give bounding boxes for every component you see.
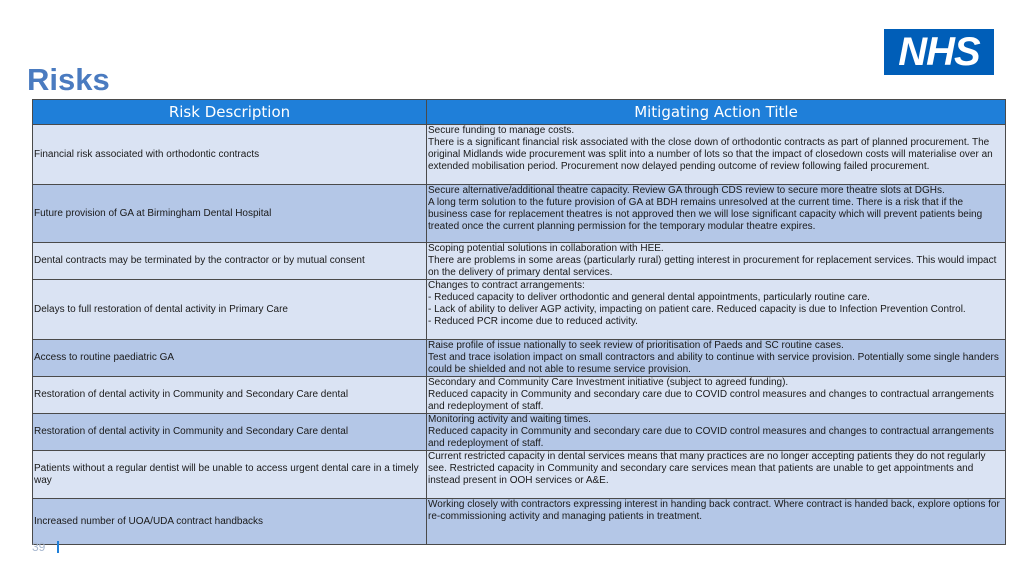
column-header-mitigating-action: Mitigating Action Title [427,100,1006,125]
table-row [33,125,1006,185]
risk-description-cell: Dental contracts may be terminated by the contractor or by mutual consent [33,243,427,280]
mitigation-cell: Current restricted capacity in dental services means that many practices are no longer accepting patients they do not regularly see. Restricted capacity in Community and secondary care services mean that patients are unable to get appointments and instead present in OOH services or A&E. [427,451,1006,499]
table-row [33,340,1006,377]
risk-description-cell: Restoration of dental activity in Community and Secondary Care dental [33,414,427,451]
page-number: 39 [32,540,46,554]
mitigation-cell: Scoping potential solutions in collaboration with HEE. There are problems in some areas (particularly rural) getting interest in procurement for replacement services. This would impact on the delivery of primary dental services. [427,243,1006,280]
risk-description-cell: Future provision of GA at Birmingham Dental Hospital [33,185,427,243]
risk-description-cell: Restoration of dental activity in Community and Secondary Care dental [33,377,427,414]
nhs-logo-text: NHS [898,30,980,74]
table-row [33,243,1006,280]
table-row [33,451,1006,499]
risk-description-cell: Increased number of UOA/UDA contract handbacks [33,499,427,545]
table-row [33,185,1006,243]
risks-table-container [32,99,1005,545]
table-row [33,280,1006,340]
mitigation-cell: Changes to contract arrangements: - Reduced capacity to deliver orthodontic and general dental appointments, particularly routine care. - Lack of ability to deliver AGP activity, impacting on patient care. Reduced capacity is due to Infection Prevention Control. - Reduced PCR income due to reduced activity. [427,280,1006,340]
footer-divider [57,541,59,553]
risks-table [32,99,1006,545]
table-row [33,499,1006,545]
table-row [33,414,1006,451]
table-row [33,377,1006,414]
mitigation-cell: Monitoring activity and waiting times. Reduced capacity in Community and secondary care due to COVID control measures and changes to contractual arrangements and redeployment of staff. [427,414,1006,451]
mitigation-cell: Raise profile of issue nationally to seek review of prioritisation of Paeds and SC routine cases. Test and trace isolation impact on small contractors and ability to continue with service provision. Potentially some single handers could be shielded and not able to resume service provision. [427,340,1006,377]
nhs-logo [884,29,994,75]
column-header-risk-description: Risk Description [33,100,427,125]
page-title: Risks [27,62,110,97]
risk-description-cell: Access to routine paediatric GA [33,340,427,377]
risk-description-cell: Delays to full restoration of dental activity in Primary Care [33,280,427,340]
mitigation-cell: Secure alternative/additional theatre capacity. Review GA through CDS review to secure more theatre slots at DGHs. A long term solution to the future provision of GA at BDH remains unresolved at the current time. There is a risk that if the business case for replacement theatres is not approved then we will lose significant capacity which will prevent patients being treated once the current planning permission for the temporary modular theatre expires. [427,185,1006,243]
mitigation-cell: Secure funding to manage costs. There is a significant financial risk associated with the close down of orthodontic contracts as part of planned procurement. The original Midlands wide procurement was split into a number of lots so that the impact of closedown costs will materialise over an extended mobilisation period. Procurement now delayed pending outcome of review following failed procurement. [427,125,1006,185]
table-header-row [33,100,1006,125]
mitigation-cell: Working closely with contractors expressing interest in handing back contract. Where contract is handed back, explore options for re-commissioning activity and managing patients in treatment. [427,499,1006,545]
mitigation-cell: Secondary and Community Care Investment initiative (subject to agreed funding). Reduced capacity in Community and secondary care due to COVID control measures and changes to contractual arrangements and redeployment of staff. [427,377,1006,414]
risk-description-cell: Financial risk associated with orthodontic contracts [33,125,427,185]
risk-description-cell: Patients without a regular dentist will be unable to access urgent dental care in a timely way [33,451,427,499]
